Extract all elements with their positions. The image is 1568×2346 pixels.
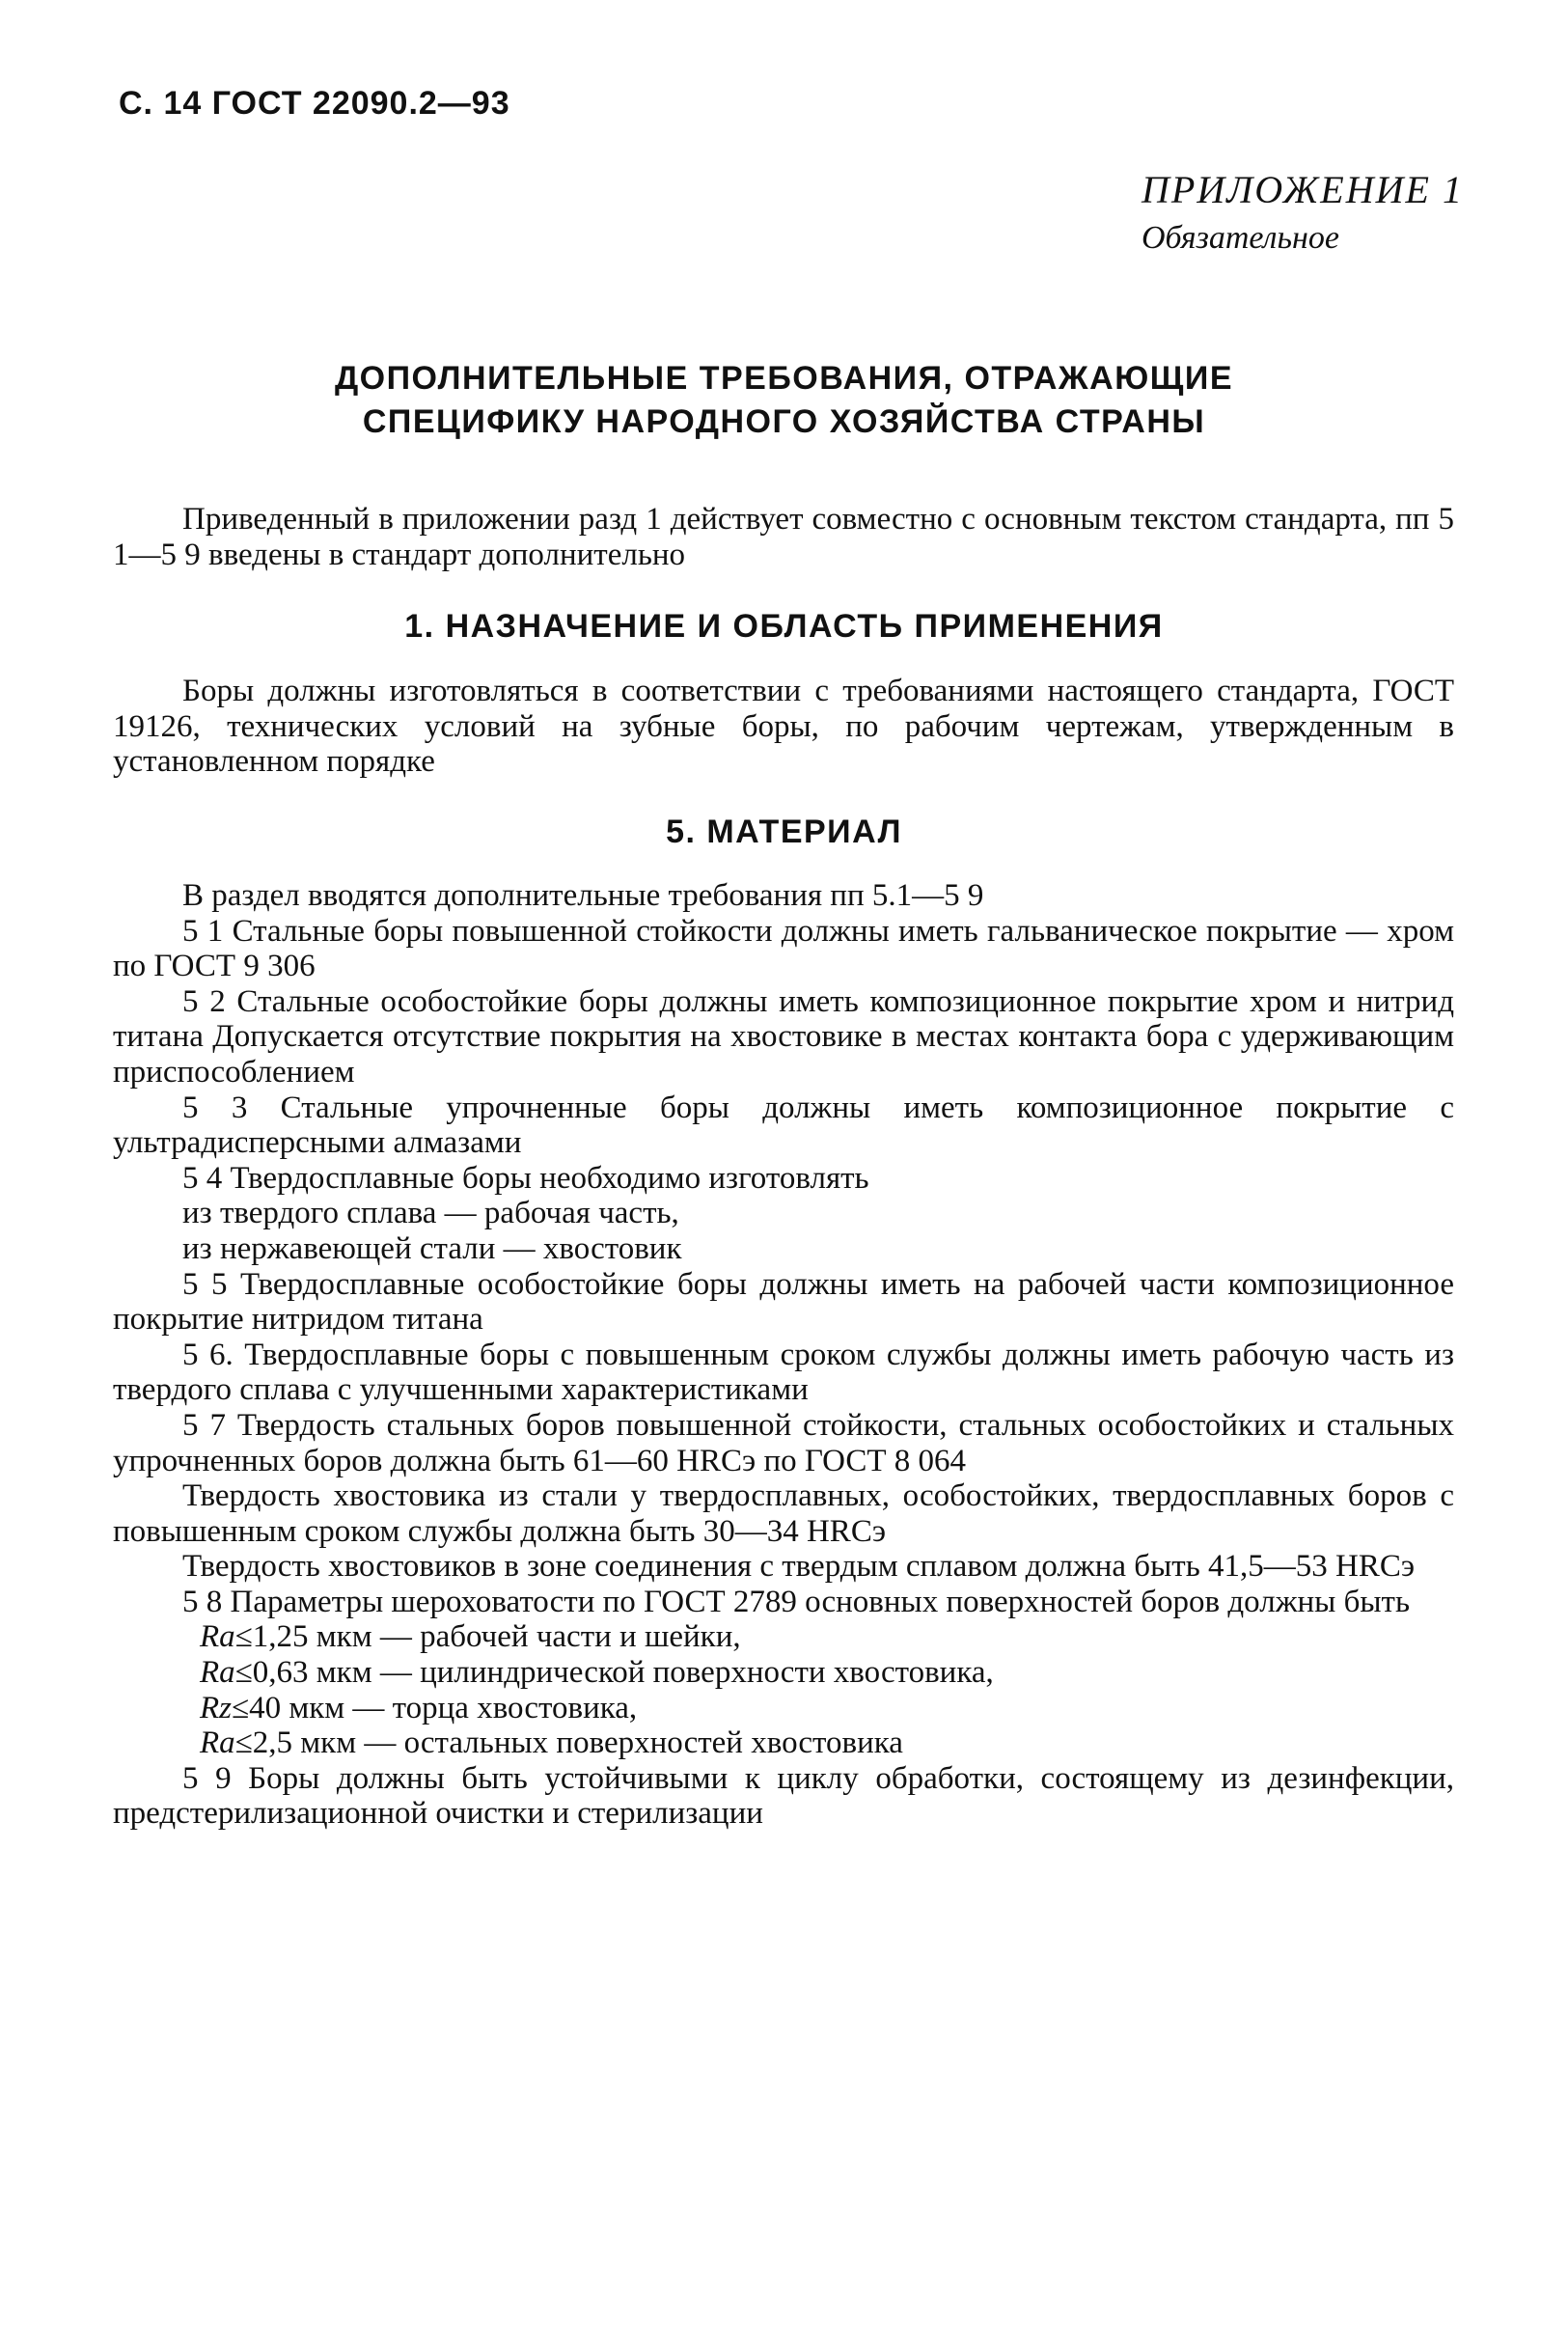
running-head: С. 14 ГОСТ 22090.2—93 <box>119 85 510 122</box>
appendix-status: Обязательное <box>1142 220 1339 256</box>
intro-paragraph <box>113 502 1454 572</box>
roughness-symbol: Rz <box>200 1690 232 1725</box>
roughness-value: ≤1,25 мкм — рабочей части и шейки, <box>234 1619 741 1655</box>
roughness-line-1 <box>113 1619 1454 1655</box>
main-title <box>0 357 1568 444</box>
roughness-line-4 <box>113 1725 1454 1761</box>
clause-5-1: 5 1 Стальные боры повышенной стойкости должны иметь гальваническое покрытие — хром по ГОСТ 9 306 <box>113 913 1454 984</box>
appendix-label-block <box>1142 167 1470 257</box>
section-1-heading: 1. НАЗНАЧЕНИЕ И ОБЛАСТЬ ПРИМЕНЕНИЯ <box>404 608 1164 645</box>
clause-5-2: 5 2 Стальные особостойкие боры должны иметь композиционное покрытие хром и нитрид титана Допускается отсутствие покрытия на хвостовике в местах контакта бора с удерживающим приспособлением <box>113 983 1454 1090</box>
roughness-symbol: Ra <box>200 1655 235 1691</box>
clause-5-7-joint: Твердость хвостовиков в зоне соединения с твердым сплавом должна быть 41,5—53 HRCэ <box>182 1549 1416 1585</box>
roughness-value: ≤0,63 мкм — цилиндрической поверхности хвостовика, <box>234 1655 994 1691</box>
clause-5-7: 5 7 Твердость стальных боров повышенной стойкости, стальных особостойких и стальных упрочненных боров должна быть 61—60 HRCэ по ГОСТ 8 064 <box>113 1407 1454 1478</box>
clause-5-3: 5 3 Стальные упрочненные боры должны иметь композиционное покрытие с ультрадисперсными алмазами <box>113 1090 1454 1161</box>
clause-5-4: 5 4 Твердосплавные боры необходимо изготовлять <box>182 1160 869 1196</box>
main-title-line-2: СПЕЦИФИКУ НАРОДНОГО ХОЗЯЙСТВА СТРАНЫ <box>362 403 1206 440</box>
roughness-symbol: Ra <box>200 1725 235 1761</box>
section-5-body <box>113 878 1454 1832</box>
clause-5-5: 5 5 Твердосплавные особостойкие боры должны иметь на рабочей части композиционное покрытие нитридом титана <box>113 1266 1454 1338</box>
appendix-label: ПРИЛОЖЕНИЕ 1 <box>1142 168 1464 211</box>
section-1-text: Боры должны изготовляться в соответствии с требованиями настоящего стандарта, ГОСТ 19126, технических условий на зубные боры, по рабочим чертежам, утвержденным в установленном порядке <box>113 674 1454 780</box>
roughness-value: ≤2,5 мкм — остальных поверхностей хвостовика <box>234 1725 903 1761</box>
section-5-intro: В раздел вводятся дополнительные требования пп 5.1—5 9 <box>182 878 984 913</box>
roughness-line-2 <box>113 1655 1454 1691</box>
clause-5-4-item-b: из нержавеющей стали — хвостовик <box>182 1230 682 1266</box>
roughness-value: ≤40 мкм — торца хвостовика, <box>232 1690 638 1725</box>
section-1-body <box>113 674 1454 780</box>
roughness-line-3 <box>113 1691 1454 1726</box>
clause-5-7-shank: Твердость хвостовика из стали у твердосплавных, особостойких, твердосплавных боров с повышенным сроком службы должна быть 30—34 HRCэ <box>113 1478 1454 1549</box>
main-title-line-1: ДОПОЛНИТЕЛЬНЫЕ ТРЕБОВАНИЯ, ОТРАЖАЮЩИЕ <box>334 360 1234 397</box>
clause-5-6: 5 6. Твердосплавные боры с повышенным сроком службы должны иметь рабочую часть из твердого сплава с улучшенными характеристиками <box>113 1337 1454 1408</box>
intro-text: Приведенный в приложении разд 1 действует совместно с основным текстом стандарта, пп 5 1—5 9 введены в стандарт дополнительно <box>113 502 1454 572</box>
clause-5-8: 5 8 Параметры шероховатости по ГОСТ 2789 основных поверхностей боров должны быть <box>182 1584 1411 1619</box>
section-5-heading: 5. МАТЕРИАЛ <box>666 814 902 850</box>
clause-5-9: 5 9 Боры должны быть устойчивыми к циклу обработки, состоящему из дезинфекции, предстерилизационной очистки и стерилизации <box>113 1760 1454 1832</box>
roughness-symbol: Ra <box>200 1619 235 1655</box>
clause-5-4-item-a: из твердого сплава — рабочая часть, <box>182 1196 679 1231</box>
